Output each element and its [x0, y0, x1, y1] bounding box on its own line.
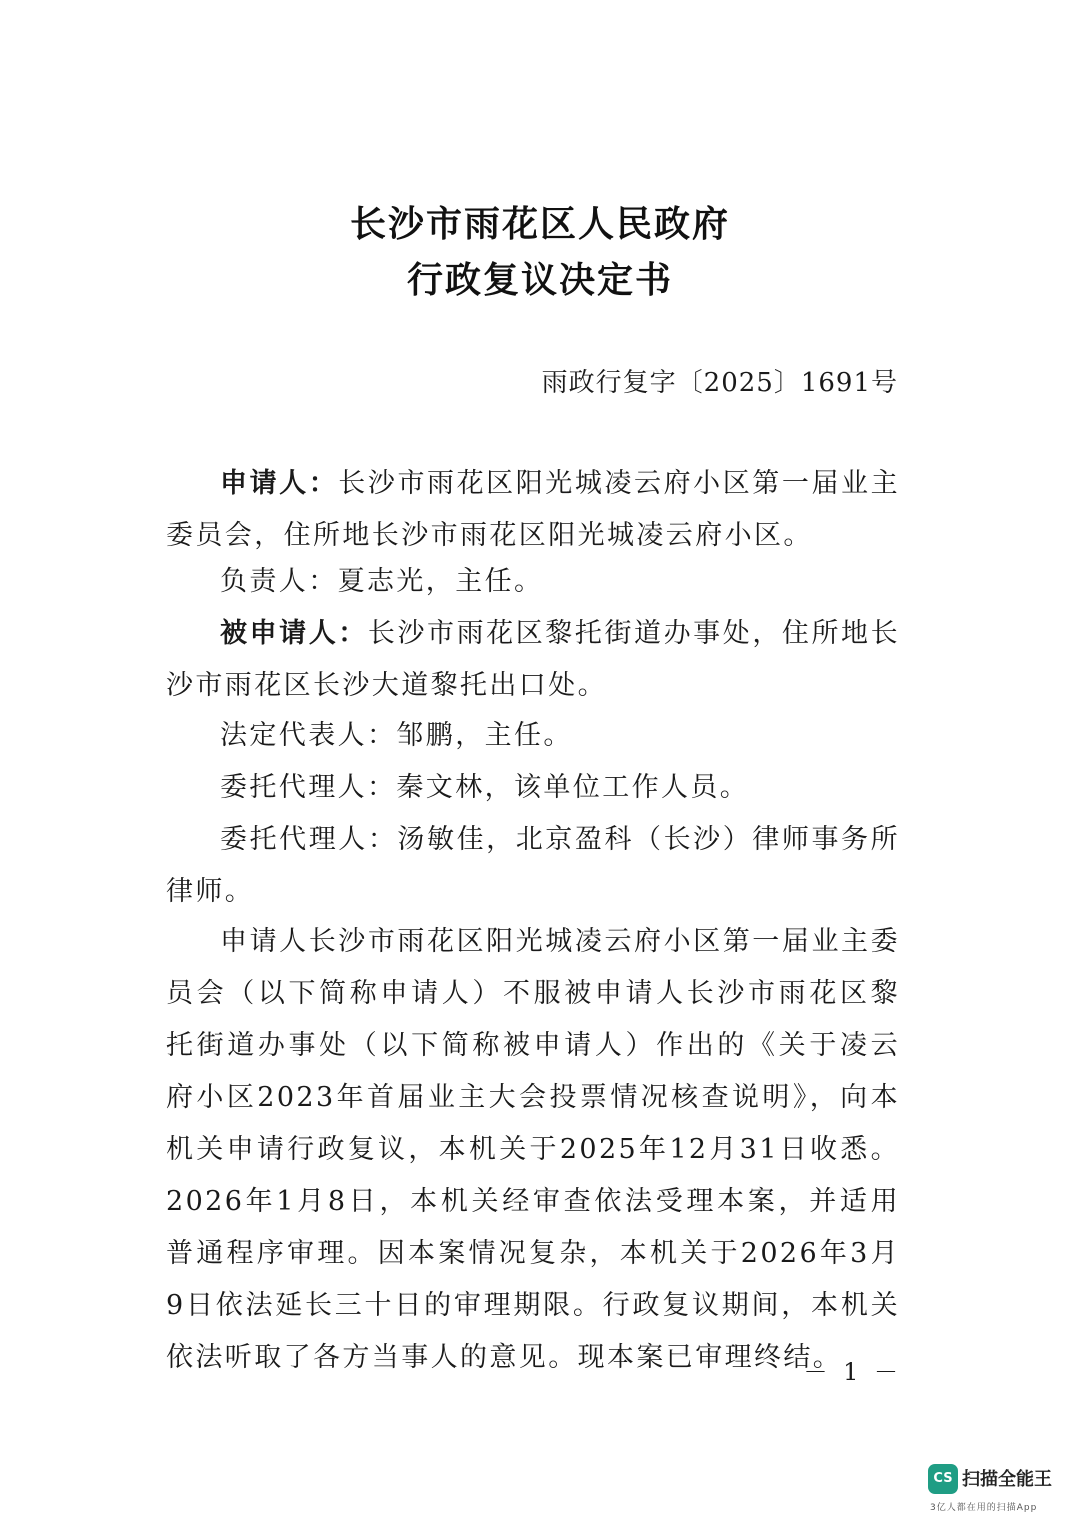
agent-2: 委托代理人：汤敏佳，北京盈科（长沙）律师事务所律师。 [166, 824, 900, 907]
respondent-text: 长沙市雨花区黎托街道办事处，住所地长沙市雨花区长沙大道黎托出口处。 [166, 618, 901, 701]
watermark-tagline: 3亿人都在用的扫描App [930, 1503, 1038, 1513]
applicant-label: 申请人： [220, 468, 339, 499]
watermark-app-name: 扫描全能王 [962, 1469, 1052, 1490]
scanner-watermark [928, 1462, 1058, 1520]
case-summary-paragraph: 申请人长沙市雨花区阳光城凌云府小区第一届业主委员会（以下简称申请人）不服被申请人长沙市雨花区黎托街道办事处（以下简称被申请人）作出的《关于凌云府小区2023年首届业主大会投票情况核查说明》，向本机关申请行政复议，本机关于2025年12月31日收悉。2026年1月8日，本机关经审查依法受理本案，并适用普通程序审理。因本案情况复杂，本机关于2026年3月9日依法延长三十日的审理期限。行政复议期间，本机关依法听取了各方当事人的意见。现本案已审理终结。 [166, 926, 900, 1373]
applicant-paragraph [166, 458, 900, 562]
camscanner-logo-icon: CS [928, 1464, 958, 1494]
agent-1: 委托代理人：秦文林，该单位工作人员。 [220, 772, 750, 803]
respondent-paragraph [166, 608, 900, 712]
document-number: 雨政行复字〔2025〕1691号 [541, 368, 898, 398]
responsible-person: 负责人：夏志光，主任。 [220, 566, 544, 597]
applicant-text: 长沙市雨花区阳光城凌云府小区第一届业主委员会，住所地长沙市雨花区阳光城凌云府小区。 [166, 468, 900, 551]
page-number: － 1 － [803, 1358, 902, 1386]
legal-representative: 法定代表人：邹鹏，主任。 [220, 720, 573, 751]
document-title-type: 行政复议决定书 [406, 259, 673, 301]
respondent-label: 被申请人： [220, 618, 368, 649]
document-title-issuer: 长沙市雨花区人民政府 [349, 203, 730, 245]
